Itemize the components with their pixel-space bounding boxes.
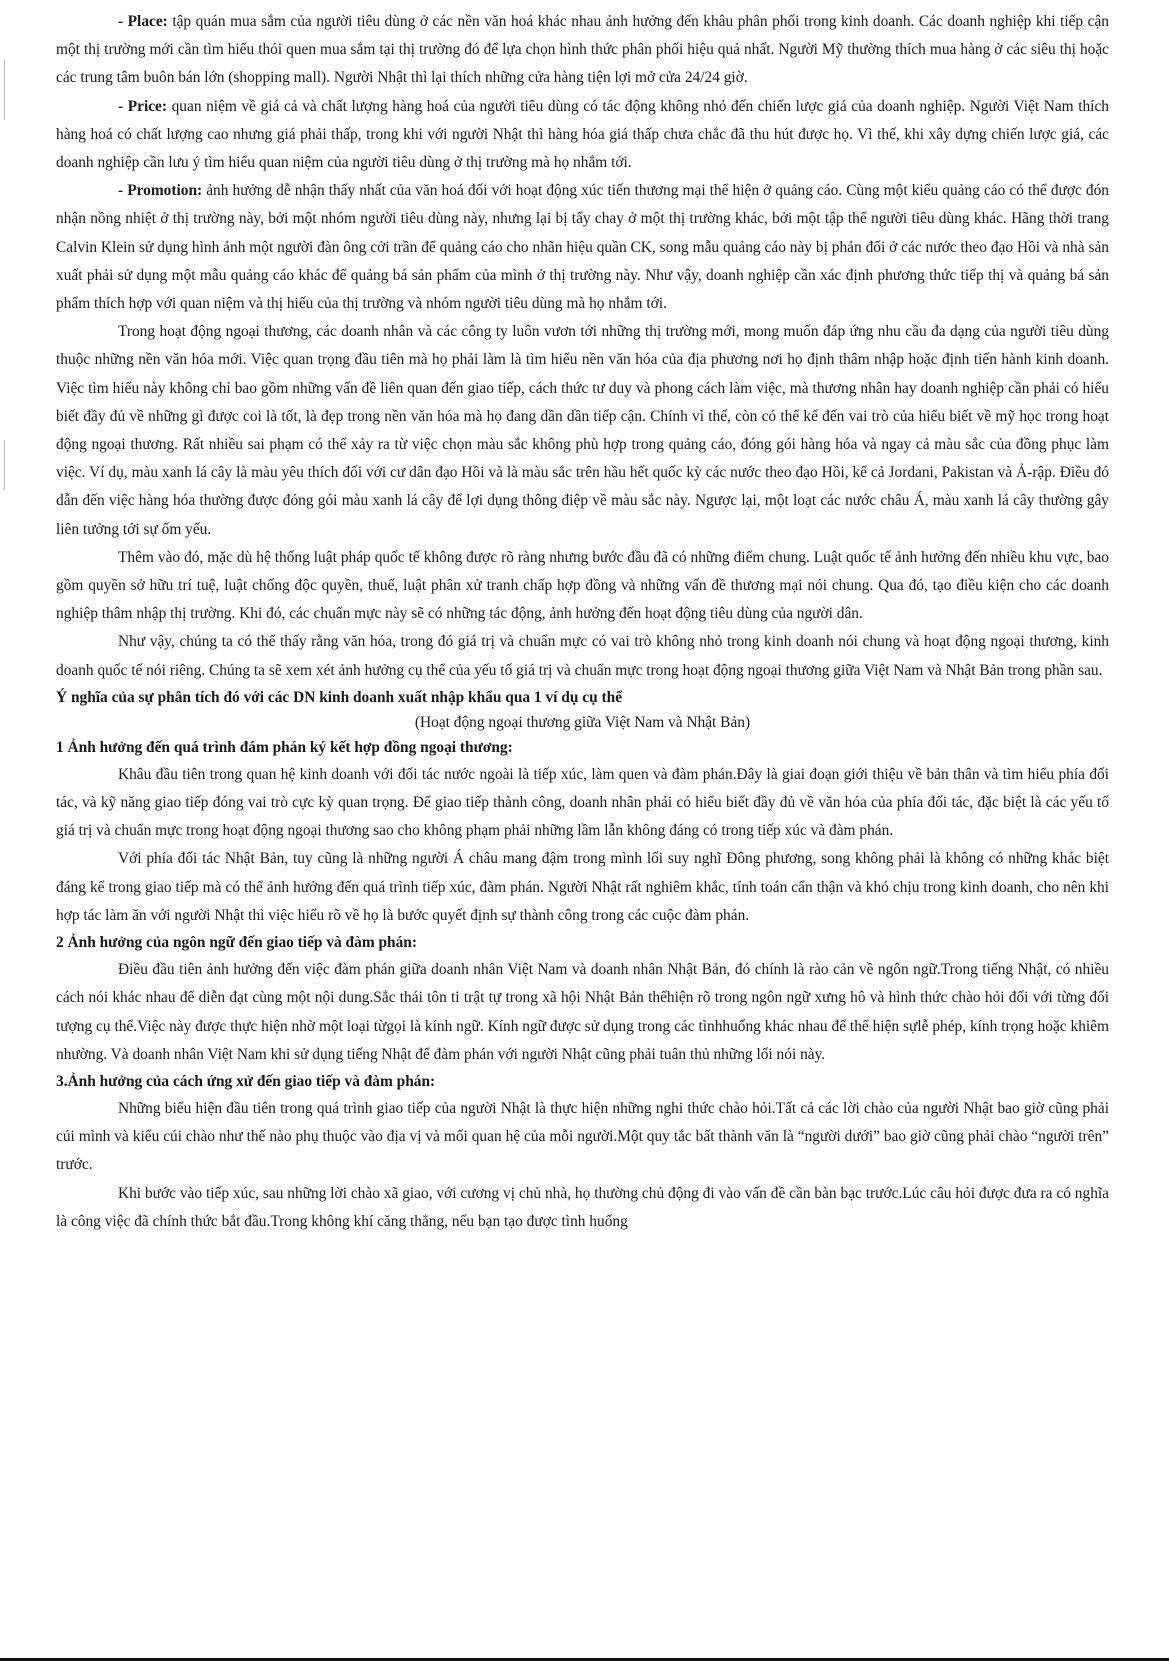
body-paragraph: Như vậy, chúng ta có thể thấy rằng văn hóa, trong đó giá trị và chuẩn mực có vai trò không nhỏ trong kinh doanh nói chung và hoạt động ngoại thương, kinh doanh quốc tế nói riêng. Chúng ta sẽ xem xét ảnh hưởng cụ thể của yếu tố giá trị và chuẩn mực trong hoạt động ngoại thương giữa Việt Nam và Nhật Bản trong phần sau.: [56, 633, 1109, 679]
body-paragraph: Thêm vào đó, mặc dù hệ thống luật pháp quốc tế không được rõ ràng nhưng bước đầu đã có những điểm chung. Luật quốc tế ảnh hưởng đến nhiều khu vực, bao gồm quyền sở hữu trí tuệ, luật chống độc quyền, thuế, luật phân xử tranh chấp hợp đồng và những vấn đề thương mại nói chung. Qua đó, tạo điều kiện cho các doanh nghiệp thâm nhập thị trường. Khi đó, các chuẩn mực này sẽ có những tác động, ảnh hưởng đến hoạt động tiêu dùng của người dân.: [56, 548, 1109, 623]
body-paragraph: Trong hoạt động ngoại thương, các doanh nhân và các công ty luôn vươn tới những thị trường mới, mong muốn đáp ứng nhu cầu đa dạng của người tiêu dùng thuộc những nền văn hóa mới. Việc quan trọng đầu tiên mà họ phải làm là tìm hiểu nền văn hóa của địa phương nơi họ định thâm nhập hoặc định tiến hành kinh doanh. Việc tìm hiểu này không chỉ bao gồm những vấn đề liên quan đến giao tiếp, cách thức tư duy và phong cách làm việc, mà thương nhân hay doanh nghiệp cần phải có hiểu biết đầy đủ về những gì được coi là tốt, là đẹp trong nền văn hóa mà họ đang dần dần tiếp cận. Chính vì thế, còn có thể kể đến vai trò của hiểu biết về mỹ học trong hoạt động ngoại thương. Rất nhiều sai phạm có thể xảy ra từ việc chọn màu sắc không phù hợp trong quảng cáo, đóng gói hàng hóa và ngay cả màu sắc của đồng phục làm việc. Ví dụ, màu xanh lá cây là màu yêu thích đối với cư dân đạo Hồi và là màu sắc trên hầu hết quốc kỳ các nước theo đạo Hồi, kể cả Jordani, Pakistan và Ả-rập. Điều đó dẫn đến việc hàng hóa thường được đóng gói màu xanh lá cây để lợi dụng thông điệp về màu sắc này. Ngược lại, một loạt các nước châu Á, màu xanh lá cây thường gây liên tưởng tới sự ốm yếu.: [56, 323, 1109, 538]
body-paragraph: Với phía đối tác Nhật Bản, tuy cũng là những người Á châu mang đậm trong mình lối suy nghĩ Đông phương, song không phải là không có những khác biệt đáng kể trong giao tiếp mà có thể ảnh hưởng đến quá trình tiếp xúc, đàm phán. Người Nhật rất nghiêm khắc, tính toán cẩn thận và khó chịu trong kinh doanh, cho nên khi hợp tác làm ăn với người Nhật thì việc hiểu rõ về họ là bước quyết định sự thành công trong các cuộc đàm phán.: [56, 850, 1109, 924]
heading-1: 1 Ảnh hưởng đến quá trình đám phán ký kết hợp đồng ngoại thương:: [56, 738, 513, 756]
body-paragraph: Khi bước vào tiếp xúc, sau những lời chào xã giao, với cương vị chủ nhà, họ thường chủ động đi vào vấn đề cần bàn bạc trước.Lúc câu hỏi được đưa ra có nghĩa là công việc đã chính thức bắt đầu.Trong không khí căng thẳng, nếu bạn tạo được tình huống: [56, 1184, 1109, 1230]
bullet-lead: - Price:: [118, 97, 168, 115]
bullet-lead: - Place:: [118, 13, 168, 30]
scan-artifact: [4, 440, 5, 490]
body-paragraph: Điều đầu tiên ảnh hưởng đến việc đàm phán giữa doanh nhân Việt Nam và doanh nhân Nhật Bản, đó chính là rào cản về ngôn ngữ.Trong tiếng Nhật, có nhiều cách nói khác nhau để diễn đạt cùng một nội dung.Sắc thái tôn ti trật tự trong xã hội Nhật Bản thểhiện rõ trong ngôn ngữ xưng hô và hình thức chào hỏi đối với từng đối tượng cụ thể.Việc này được thực hiện nhờ một loại từgọi là kính ngữ. Kính ngữ được sử dụng trong các tìnhhuống khác nhau để thể hiện sựlễ phép, kính trọng hoặc khiêm nhường. Và doanh nhân Việt Nam khi sử dụng tiếng Nhật để đàm phán với người Nhật cũng phải tuân thủ những lối nói này.: [56, 961, 1109, 1063]
bullet-text: tập quán mua sắm của người tiêu dùng ở các nền văn hoá khác nhau ảnh hưởng đến khâu phân phối trong kinh doanh. Các doanh nghiệp khi tiếp cận một thị trường mới cần tìm hiểu thói quen mua sắm tại thị trường đó để lựa chọn hình thức phân phối hiệu quả nhất. Người Mỹ thường thích mua hàng ở các siêu thị hoặc các trung tâm buôn bán lớn (shopping mall). Người Nhật thì lại thích những cửa hàng tiện lợi mở cửa 24/24 giờ.: [56, 13, 1109, 87]
bullet-text: ảnh hưởng dễ nhận thấy nhất của văn hoá đối với hoạt động xúc tiến thương mại thể hiện ở quảng cáo. Cùng một kiểu quảng cáo có thể được đón nhận nồng nhiệt ở thị trường này, bởi một nhóm người tiêu dùng này, nhưng lại bị tẩy chay ở một thị trường khác, bởi một tập thể người tiêu dùng khác. Hãng thời trang Calvin Klein sử dụng hình ảnh một người đàn ông cởi trần để quảng cáo cho nhãn hiệu quần CK, song mẫu quảng cáo này bị phản đối ở các nước theo đạo Hồi và nhà sản xuất phải sử dụng một mẫu quảng cáo khác để quảng bá sản phẩm của mình ở thị trường này. Như vậy, doanh nghiệp cần xác định phương thức tiếp thị và quảng bá sản phẩm thích hợp với quan niệm và thị hiếu của thị trường và nhóm người tiêu dùng mà họ nhắm tới.: [56, 182, 1109, 313]
heading-2: 2 Ảnh hưởng của ngôn ngữ đến giao tiếp và đàm phán:: [56, 934, 417, 952]
scan-artifact: [4, 60, 5, 120]
body-paragraph: Khâu đầu tiên trong quan hệ kinh doanh với đối tác nước ngoài là tiếp xúc, làm quen và đàm phán.Đây là giai đoạn giới thiệu về bản thân và tìm hiểu phía đối tác, và kỹ năng giao tiếp đóng vai trò cực kỳ quan trọng. Để giao tiếp thành công, doanh nhân phải có hiểu biết đầy đủ về văn hóa của phía đối tác, đặc biệt là các yếu tố giá trị và chuẩn mực trong hoạt động ngoại thương sao cho không phạm phải những lầm lẫn không đáng có trong tiếp xúc và đàm phán.: [56, 765, 1109, 840]
body-paragraph: Những biểu hiện đầu tiên trong quá trình giao tiếp của người Nhật là thực hiện những nghi thức chào hỏi.Tất cả các lời chào của người Nhật bao giờ cũng phải cúi mình và kiểu cúi chào như thế nào phụ thuộc vào địa vị và mối quan hệ của mỗi người.Một quy tắc bất thành văn là “người dưới” bao giờ cũng phải chào “người trên” trước.: [56, 1099, 1109, 1174]
bullet-lead: - Promotion:: [118, 182, 203, 200]
bullet-price: [56, 93, 1109, 178]
bullet-place: [56, 8, 1109, 93]
section-title: Ý nghĩa của sự phân tích đó với các DN kinh doanh xuất nhập khẩu qua 1 ví dụ cụ thể: [56, 688, 623, 706]
bullet-text: quan niệm về giá cả và chất lượng hàng hoá của người tiêu dùng có tác động không nhỏ đến chiến lược giá của doanh nghiệp. Người Việt Nam thích hàng hoá có chất lượng cao nhưng giá phải thấp, trong khi với người Nhật thì hàng hóa giá thấp chưa chắc đã thu hút được họ. Vì thế, khi xây dựng chiến lược giá, các doanh nghiệp cần lưu ý tìm hiểu quan niệm của người tiêu dùng ở thị trường mà họ nhắm tới.: [56, 97, 1109, 172]
section-subtitle: (Hoạt động ngoại thương giữa Việt Nam và Nhật Bản): [414, 713, 751, 731]
bullet-promotion: [56, 177, 1109, 318]
heading-3: 3.Ảnh hưởng của cách ứng xử đến giao tiếp và đàm phán:: [56, 1072, 436, 1090]
